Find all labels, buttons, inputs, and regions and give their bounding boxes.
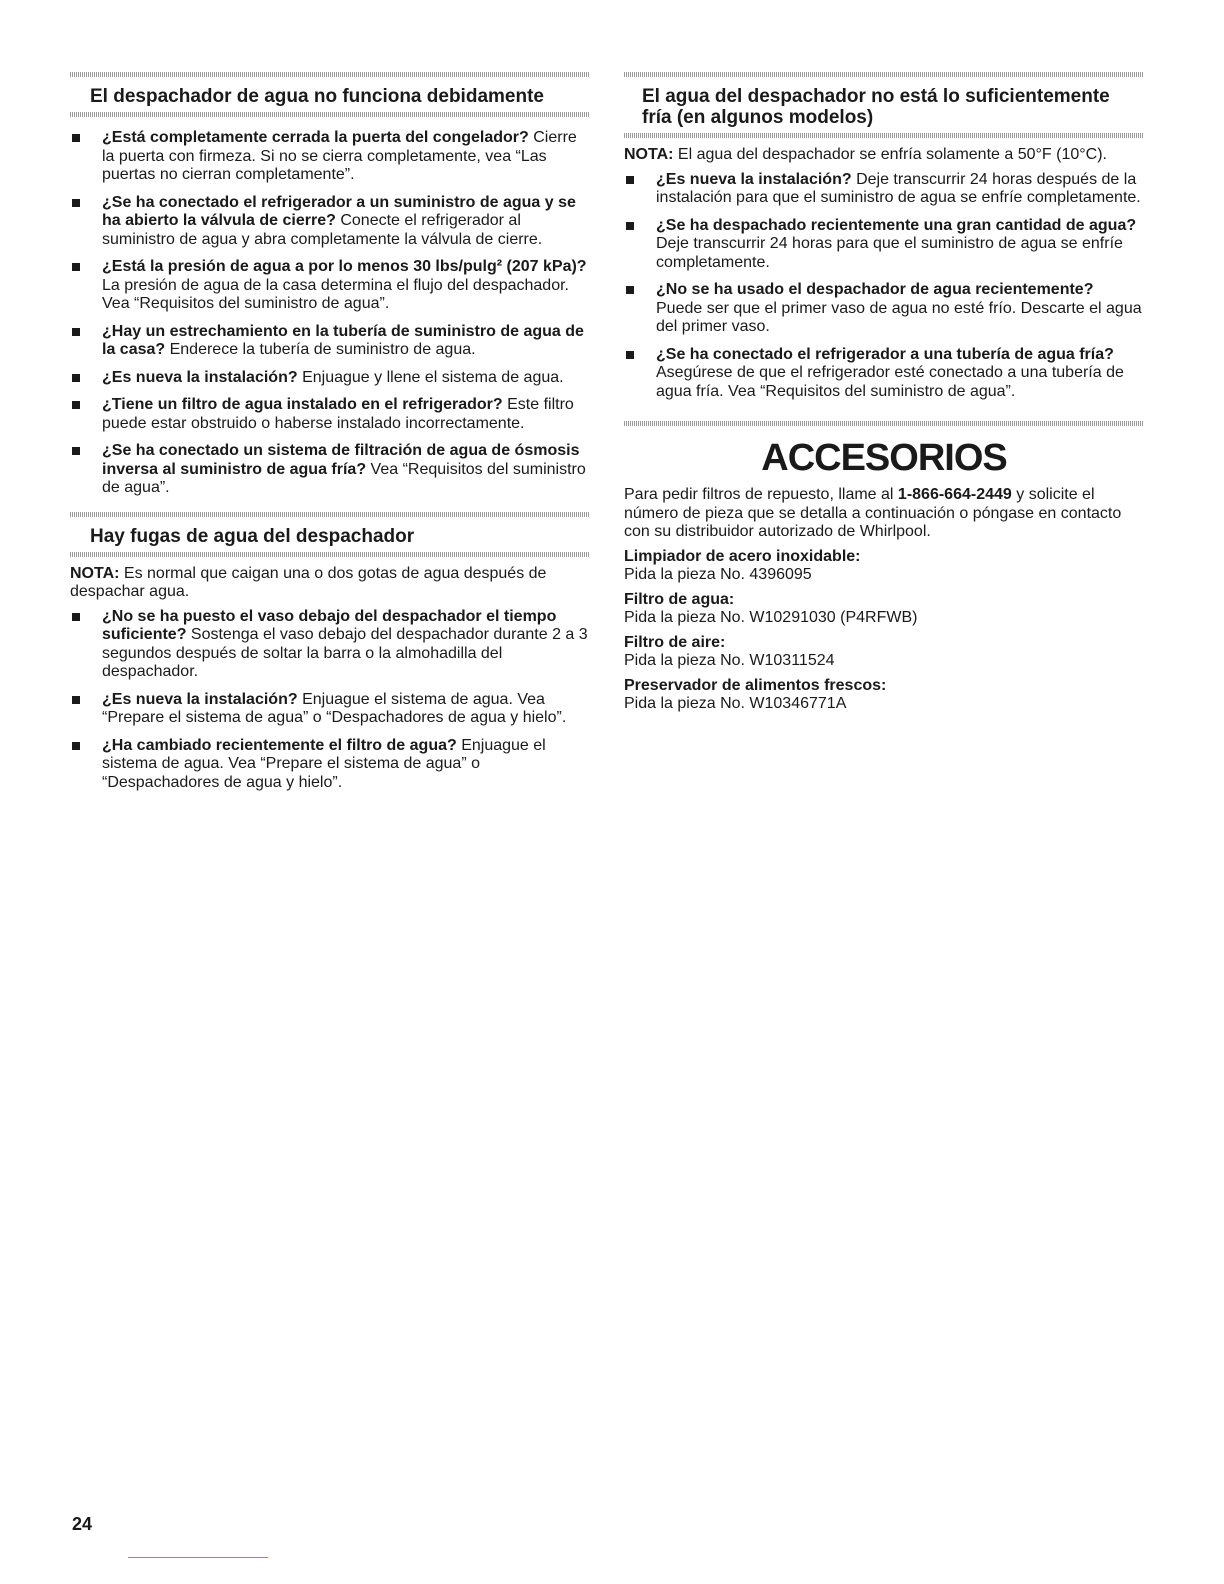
answer: Sostenga el vaso debajo del despachador durante 2 a 3 segundos después de soltar la barra o la almohadilla del despachador.	[102, 626, 588, 680]
parts-list	[624, 548, 1144, 714]
answer: Puede ser que el primer vaso de agua no esté frío. Descarte el agua del primer vaso.	[656, 299, 1142, 335]
question: ¿Está la presión de agua a por lo menos 30 lbs/pulg² (207 kPa)?	[102, 258, 587, 275]
page-number: 24	[72, 1514, 93, 1534]
list-item	[70, 258, 590, 314]
list-item	[624, 281, 1144, 337]
part-item	[624, 548, 1144, 585]
intro-text: y solicite el número de pieza que se detalla a continuación o póngase en contacto con su distribuidor autorizado de Whirlpool.	[624, 486, 1122, 540]
list-item	[70, 608, 590, 682]
list-item	[70, 737, 590, 793]
question: ¿Es nueva la instalación?	[656, 170, 852, 188]
question: ¿Ha cambiado recientemente el filtro de agua?	[102, 736, 457, 754]
part-number: Pida la pieza No. W10346771A	[624, 695, 847, 712]
answer: Enjuague y llene el sistema de agua.	[297, 368, 564, 386]
troubleshoot-list	[624, 171, 1144, 402]
question: ¿Hay un estrechamiento en la tubería de suministro de agua de la casa?	[102, 322, 584, 358]
accessories-intro	[624, 486, 1144, 542]
answer: Este filtro puede estar obstruido o haberse instalado incorrectamente.	[102, 396, 574, 432]
footer-rule	[128, 1557, 268, 1558]
list-item	[70, 691, 590, 728]
divider	[624, 133, 1144, 138]
note-label: NOTA:	[624, 146, 674, 163]
right-column	[624, 72, 1144, 714]
list-item	[70, 369, 590, 388]
list-item	[70, 194, 590, 250]
answer: Enjuague el sistema de agua. Vea “Prepare el sistema de agua” o “Despachadores de agua y hielo”.	[102, 736, 546, 791]
answer: Conecte el refrigerador al suministro de agua y abra completamente la válvula de cierre.	[102, 212, 543, 248]
section-title-dispenser-not-working: El despachador de agua no funciona debidamente	[90, 86, 544, 107]
question: ¿Se ha conectado el refrigerador a una tubería de agua fría?	[656, 345, 1114, 363]
part-item	[624, 677, 1144, 714]
troubleshoot-list	[70, 129, 590, 498]
part-number: Pida la pieza No. 4396095	[624, 566, 812, 583]
left-column	[70, 72, 590, 801]
part-item	[624, 634, 1144, 671]
question: ¿Tiene un filtro de agua instalado en el refrigerador?	[102, 396, 503, 413]
list-item	[70, 323, 590, 360]
note-text: Es normal que caigan una o dos gotas de agua después de despachar agua.	[70, 564, 547, 600]
accessories-title: ACCESORIOS	[761, 437, 1007, 479]
part-label: Filtro de agua:	[624, 590, 735, 608]
answer: Deje transcurrir 24 horas para que el suministro de agua se enfríe completamente.	[656, 235, 1123, 271]
part-number: Pida la pieza No. W10291030 (P4RFWB)	[624, 609, 918, 626]
list-item	[624, 171, 1144, 208]
list-item	[70, 396, 590, 433]
divider	[70, 112, 590, 117]
list-item	[624, 346, 1144, 402]
answer: Cierre la puerta con firmeza. Si no se cierra completamente, vea “Las puertas no cierran completamente”.	[102, 129, 577, 183]
answer: Asegúrese de que el refrigerador esté conectado a una tubería de agua fría. Vea “Requisitos del suministro de agua”.	[656, 364, 1124, 400]
question: ¿Es nueva la instalación?	[102, 368, 298, 386]
part-label: Limpiador de acero inoxidable:	[624, 547, 861, 565]
part-label: Filtro de aire:	[624, 633, 726, 651]
part-label: Preservador de alimentos frescos:	[624, 676, 887, 694]
question: ¿No se ha usado el despachador de agua recientemente?	[656, 281, 1094, 298]
answer: La presión de agua de la casa determina el flujo del despachador. Vea “Requisitos del suministro de agua”.	[102, 276, 569, 312]
intro-text: Para pedir filtros de repuesto, llame al	[624, 486, 898, 503]
section-title-dispenser-leaks: Hay fugas de agua del despachador	[90, 525, 415, 547]
note-text: El agua del despachador se enfría solamente a 50°F (10°C).	[673, 146, 1107, 163]
list-item	[624, 217, 1144, 273]
note	[624, 146, 1144, 165]
phone-number: 1-866-664-2449	[897, 486, 1012, 503]
list-item	[70, 129, 590, 185]
answer: Enderece la tubería de suministro de agua.	[165, 341, 476, 358]
divider	[624, 421, 1144, 426]
note	[70, 565, 590, 602]
list-item	[70, 442, 590, 498]
question: ¿Se ha conectado el refrigerador a un suministro de agua y se ha abierto la válvula de cierre?	[102, 193, 576, 229]
question: ¿Se ha conectado un sistema de filtración de agua de ósmosis inversa al suministro de agua fría?	[102, 442, 580, 478]
question: ¿Es nueva la instalación?	[102, 690, 298, 708]
troubleshoot-list	[70, 608, 590, 793]
answer: Deje transcurrir 24 horas después de la instalación para que el suministro de agua se enfríe completamente.	[656, 170, 1141, 206]
section-title-water-not-cold: El agua del despachador no está lo suficientemente fría (en algunos modelos)	[642, 86, 1110, 128]
answer: Vea “Requisitos del suministro de agua”.	[102, 460, 586, 496]
question: ¿Está completamente cerrada la puerta del congelador?	[102, 129, 529, 146]
question: ¿No se ha puesto el vaso debajo del despachador el tiempo suficiente?	[102, 607, 557, 643]
part-number: Pida la pieza No. W10311524	[624, 652, 835, 669]
question: ¿Se ha despachado recientemente una gran cantidad de agua?	[656, 216, 1137, 234]
answer: Enjuague el sistema de agua. Vea “Prepare el sistema de agua” o “Despachadores de agua y hielo”.	[102, 690, 567, 726]
divider	[70, 552, 590, 557]
part-item	[624, 591, 1144, 628]
note-label: NOTA:	[70, 564, 120, 582]
